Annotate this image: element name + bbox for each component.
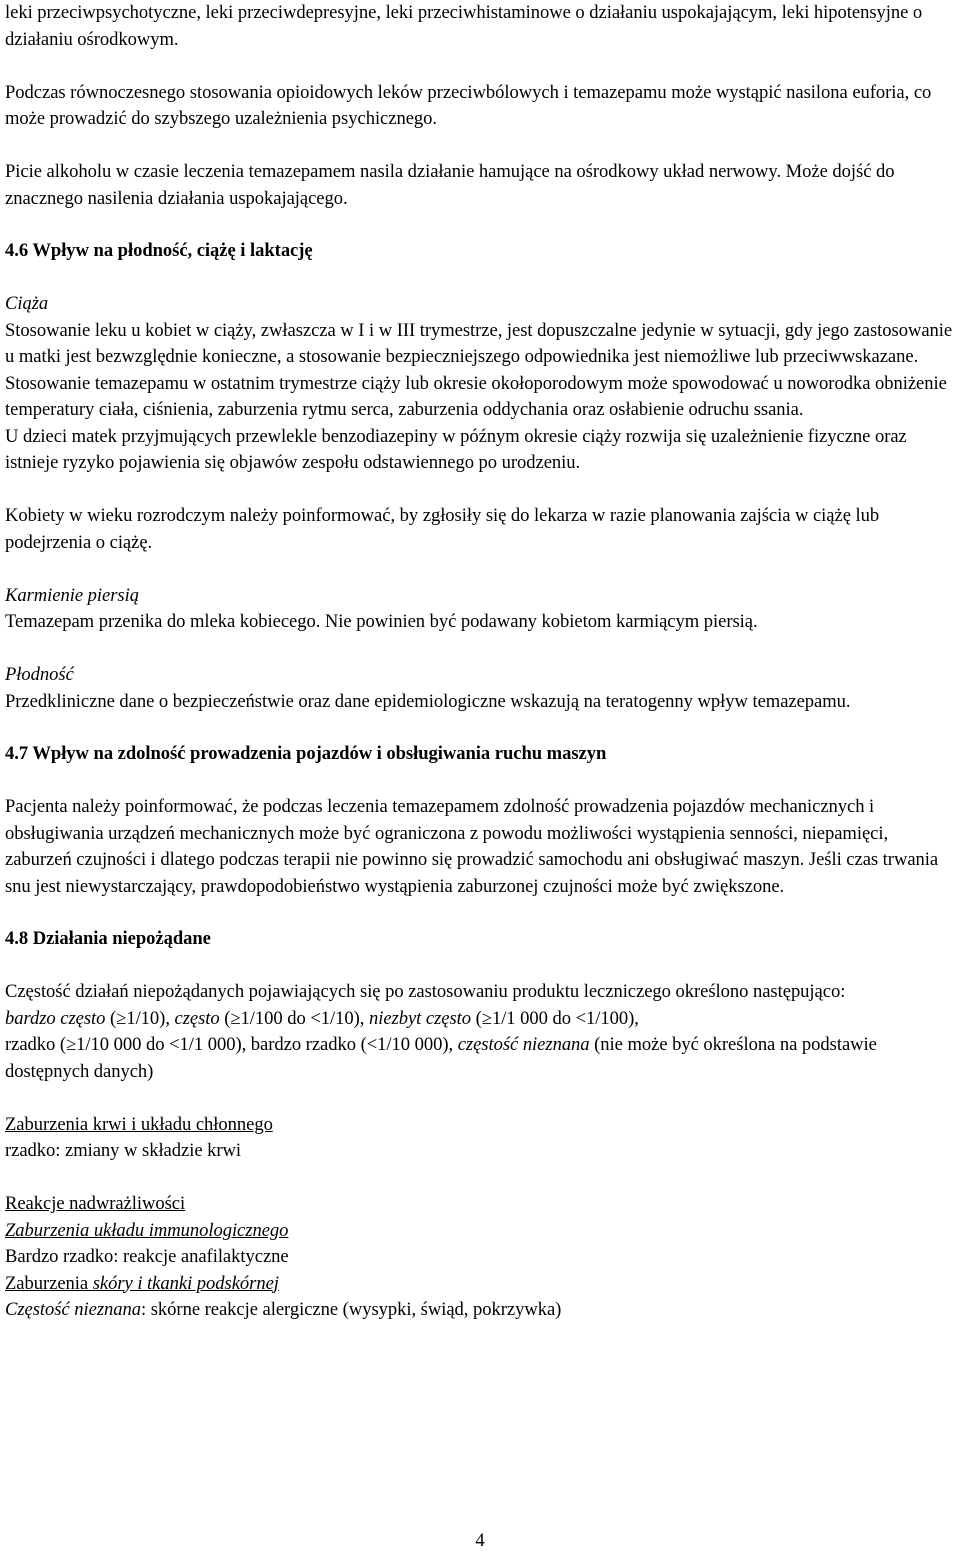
- freq-unknown-text: (nie może być określona na podstawie dostępnych danych): [5, 1034, 877, 1082]
- freq-very-common-range: (≥1/10),: [105, 1007, 175, 1029]
- alcohol-paragraph: Picie alkoholu w czasie leczenia temazepamem nasila działanie hamujące na ośrodkowy układ nerwowy. Może dojść do znacznego nasilenia działania uspokajającego.: [5, 161, 895, 209]
- page-number: 4: [475, 1530, 485, 1551]
- skin-title-part-a: Zaburzenia: [5, 1272, 93, 1294]
- hypersensitivity-title: Reakcje nadwrażliwości: [5, 1193, 186, 1214]
- freq-common-range: (≥1/100 do <1/10),: [219, 1007, 369, 1029]
- freq-uncommon-range: (≥1/1 000 do <1/100),: [471, 1007, 639, 1029]
- frequency-line-1: [5, 1006, 956, 1033]
- pregnancy-subtitle: Ciąża: [5, 293, 49, 314]
- fertility-subtitle: Płodność: [5, 664, 74, 685]
- freq-common: często: [174, 1007, 220, 1029]
- freq-rare-text: rzadko (≥1/10 000 do <1/1 000), bardzo rzadko (<1/10 000),: [5, 1034, 458, 1055]
- skin-disorders-text: [5, 1297, 956, 1324]
- section-4-6-heading: 4.6 Wpływ na płodność, ciążę i laktację: [5, 240, 313, 261]
- freq-unknown: częstość nieznana: [457, 1034, 590, 1055]
- driving-paragraph: Pacjenta należy poinformować, że podczas leczenia temazepamem zdolność prowadzenia pojazdów mechanicznych i obsługiwania urządzeń mechanicznych może być ograniczona z powodu możliwości wystąpienia senności, niepamięci, zaburzeń czujności i dlatego podczas terapii nie powinno się prowadzić samochodu ani obsługiwać maszyn. Jeśli czas trwania snu jest niewystarczający, prawdopodobieństwo wystąpienia zaburzonej czujności może być zwiększone.: [5, 796, 939, 897]
- skin-title-part-b: skóry i tkanki podskórnej: [92, 1272, 279, 1294]
- pregnancy-paragraph-2: U dzieci matek przyjmujących przewlekle benzodiazepiny w późnym okresie ciąży rozwija się uzależnienie fizyczne oraz istnieje ryzyko pojawienia się objawów zespołu odstawiennego po urodzeniu.: [5, 425, 907, 473]
- immune-disorders-title: Zaburzenia układu immunologicznego: [5, 1219, 289, 1241]
- skin-disorders-title: [5, 1271, 956, 1298]
- immune-disorders-text: Bardzo rzadko: reakcje anafilaktyczne: [5, 1246, 289, 1267]
- blood-disorders-text: rzadko: zmiany w składzie krwi: [5, 1140, 242, 1161]
- skin-frequency-term: Częstość nieznana: [5, 1299, 142, 1320]
- breastfeeding-paragraph: Temazepam przenika do mleka kobiecego. Nie powinien być podawany kobietom karmiącym piersią.: [5, 611, 758, 632]
- blood-disorders-title: Zaburzenia krwi i układu chłonnego: [5, 1113, 273, 1135]
- skin-frequency-text: : skórne reakcje alergiczne (wysypki, świąd, pokrzywka): [141, 1299, 562, 1320]
- section-4-8-heading: 4.8 Działania niepożądane: [5, 928, 211, 949]
- fertility-paragraph: Przedkliniczne dane o bezpieczeństwie oraz dane epidemiologiczne wskazują na teratogenny wpływ temazepamu.: [5, 690, 851, 712]
- opioids-paragraph: Podczas równoczesnego stosowania opioidowych leków przeciwbólowych i temazepamu może wystąpić nasilona euforia, co może prowadzić do szybszego uzależnienia psychicznego.: [5, 81, 932, 129]
- pregnancy-paragraph-1: Stosowanie leku u kobiet w ciąży, zwłaszcza w I i w III trymestrze, jest dopuszczalne jedynie w sytuacji, gdy jego zastosowanie u matki jest bezwzględnie konieczne, a stosowanie bezpieczniejszego odpowiednika jest niemożliwe lub przeciwwskazane. Stosowanie temazepamu w ostatnim trymestrze ciąży lub okresie okołoporodowym może spowodować u noworodka obniżenie temperatury ciała, ciśnienia, zaburzenia rytmu serca, zaburzenia oddychania oraz osłabienie odruchu ssania.: [5, 319, 953, 420]
- section-4-7-heading: 4.7 Wpływ na zdolność prowadzenia pojazdów i obsługiwania ruchu maszyn: [5, 743, 607, 764]
- frequency-intro: Częstość działań niepożądanych pojawiających się po zastosowaniu produktu leczniczego określono następująco:: [5, 981, 846, 1002]
- women-paragraph: Kobiety w wieku rozrodczym należy poinformować, by zgłosiły się do lekarza w razie planowania zajścia w ciążę lub podejrzenia o ciążę.: [5, 505, 880, 553]
- intro-line: leki przeciwpsychotyczne, leki przeciwdepresyjne, leki przeciwhistaminowe o działaniu uspokajającym, leki hipotensyjne o działaniu ośrodkowym.: [5, 2, 923, 50]
- frequency-line-2: [5, 1032, 956, 1085]
- freq-very-common: bardzo często: [5, 1007, 106, 1029]
- freq-uncommon: niezbyt często: [368, 1007, 472, 1029]
- breastfeeding-subtitle: Karmienie piersią: [5, 584, 139, 606]
